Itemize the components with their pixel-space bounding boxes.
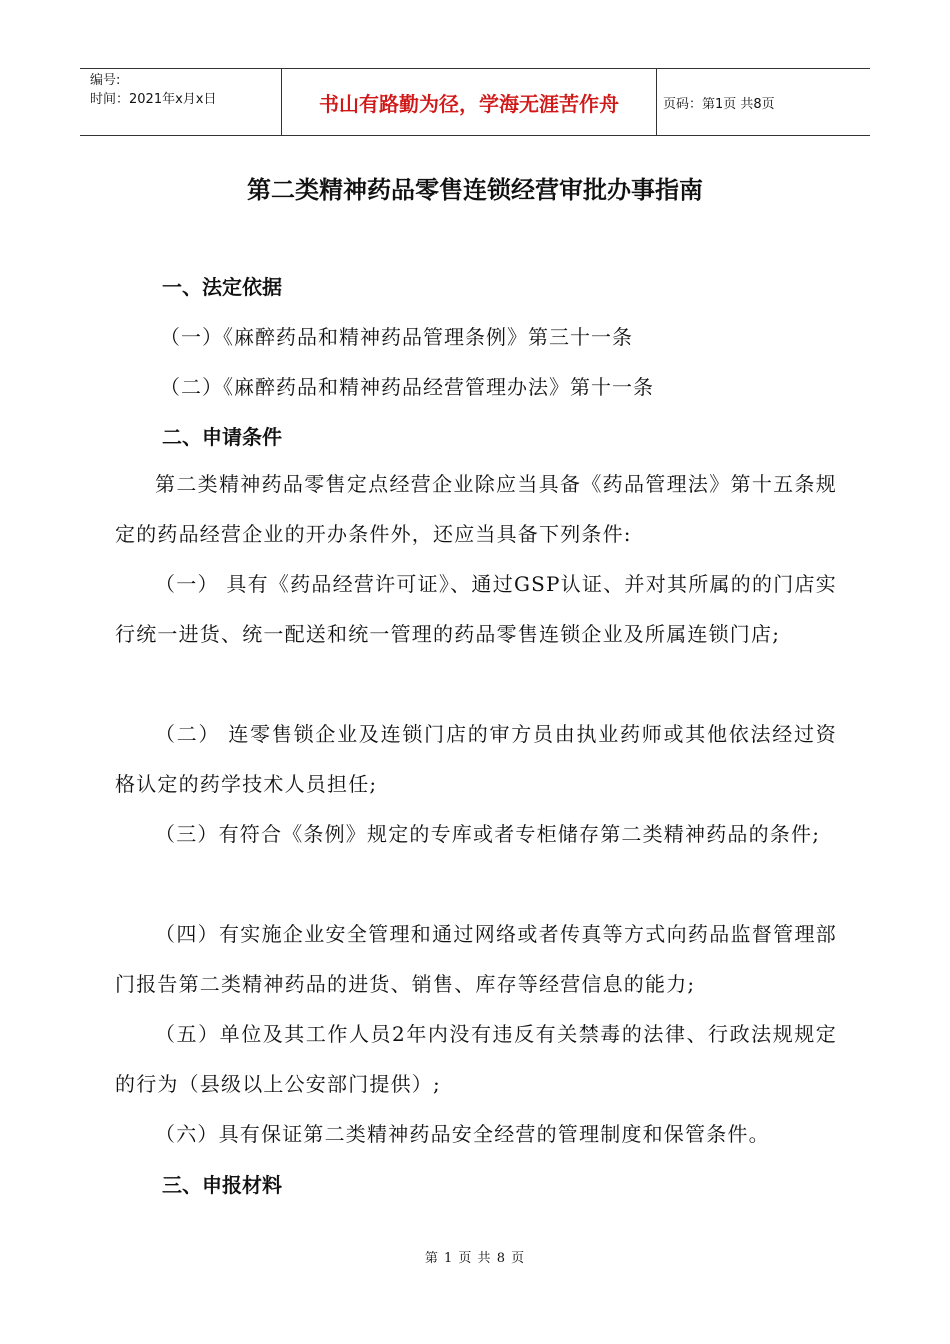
condition-item: （一） 具有《药品经营许可证》、通过GSP认证、并对其所属的的门店实行统一进货、统一配送和统一管理的药品零售连锁企业及所属连锁门店;: [115, 572, 837, 646]
condition-item: （六）具有保证第二类精神药品安全经营的管理制度和保管条件。: [155, 1122, 770, 1146]
header-meta-cell: [80, 69, 282, 135]
header-table: [80, 68, 870, 136]
condition-item: （三）有符合《条例》规定的专库或者专柜储存第二类精神药品的条件;: [155, 822, 821, 846]
section-heading-conditions: 二、申请条件: [162, 425, 282, 449]
conditions-intro: 第二类精神药品零售定点经营企业除应当具备《药品管理法》第十五条规定的药品经营企业的开办条件外，还应当具备下列条件:: [115, 472, 837, 546]
document-time-label: 时间：2021年x月x日: [90, 92, 217, 107]
page-footer: 第 1 页 共 8 页: [424, 1251, 526, 1266]
header-motto: 书山有路勤为径，学海无涯苦作舟: [282, 69, 657, 135]
document-title: 第二类精神药品零售连锁经营审批办事指南: [247, 176, 703, 204]
legal-basis-item: （一）《麻醉药品和精神药品管理条例》第三十一条: [160, 325, 633, 349]
condition-item: （五）单位及其工作人员2年内没有违反有关禁毒的法律、行政法规规定的行为（县级以上公安部门提供）;: [115, 1022, 837, 1096]
condition-item: （四）有实施企业安全管理和通过网络或者传真等方式向药品监督管理部门报告第二类精神药品的进货、销售、库存等经营信息的能力;: [115, 922, 837, 996]
section-heading-materials: 三、申报材料: [162, 1173, 282, 1197]
section-heading-legal-basis: 一、法定依据: [162, 275, 282, 299]
document-number-label: 编号:: [90, 73, 121, 88]
header-page-info: 页码：第1页 共8页: [663, 96, 775, 112]
condition-item: （二） 连零售锁企业及连锁门店的审方员由执业药师或其他依法经过资格认定的药学技术人员担任;: [115, 722, 837, 796]
legal-basis-item: （二）《麻醉药品和精神药品经营管理办法》第十一条: [160, 375, 654, 399]
